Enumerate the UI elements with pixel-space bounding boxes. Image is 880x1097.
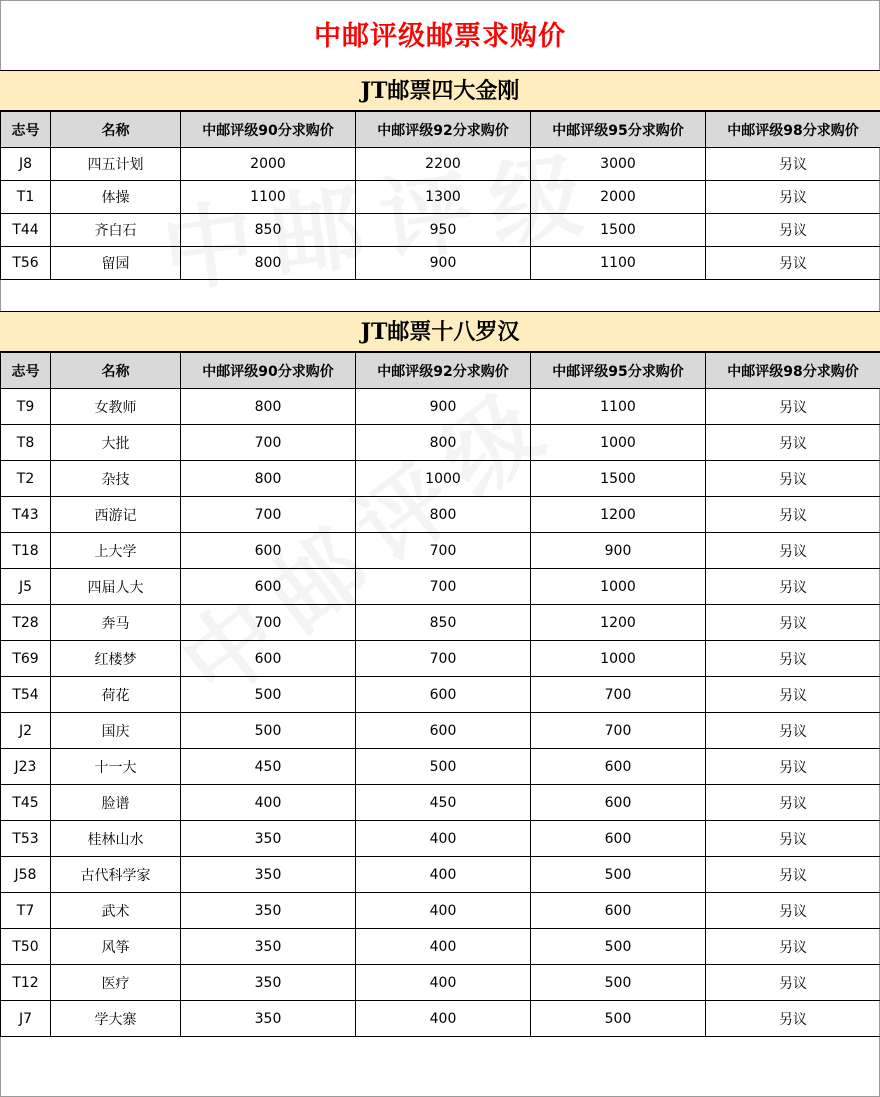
table-cell: 800 [181,389,356,425]
table-cell: J23 [1,749,51,785]
table-cell: 学大寨 [51,1001,181,1037]
table-cell: 另议 [706,214,880,247]
table-cell: 体操 [51,181,181,214]
table-row [1,857,880,893]
table-cell: T44 [1,214,51,247]
table-cell: T12 [1,965,51,1001]
table-cell: 600 [356,677,531,713]
column-header: 志号 [1,353,51,389]
table-cell: 700 [181,425,356,461]
table-cell: T45 [1,785,51,821]
column-header: 中邮评级95分求购价 [531,112,706,148]
table-cell: 900 [356,247,531,280]
table-cell: 荷花 [51,677,181,713]
table-row [1,785,880,821]
table-header-row [1,112,880,148]
table-cell: 600 [531,785,706,821]
table-cell: 700 [181,497,356,533]
table-cell: 700 [531,713,706,749]
table-row [1,497,880,533]
table-cell: 400 [356,929,531,965]
table-cell: 2000 [181,148,356,181]
table-cell: 1500 [531,461,706,497]
table-cell: 800 [181,461,356,497]
table-cell: 古代科学家 [51,857,181,893]
column-header: 名称 [51,353,181,389]
table-cell: 500 [356,749,531,785]
table-cell: 另议 [706,821,880,857]
price-table [0,352,880,1037]
table-cell: 900 [531,533,706,569]
table-cell: 另议 [706,389,880,425]
table-cell: T18 [1,533,51,569]
table-cell: 另议 [706,929,880,965]
table-cell: 大批 [51,425,181,461]
table-cell: 500 [181,713,356,749]
table-cell: 700 [356,569,531,605]
table-cell: 900 [356,389,531,425]
table-cell: 1000 [531,425,706,461]
table-cell: 另议 [706,605,880,641]
page-title: 中邮评级邮票求购价 [314,21,566,52]
table-cell: 600 [181,533,356,569]
table-cell: 另议 [706,461,880,497]
table-row [1,641,880,677]
table-cell: 600 [356,713,531,749]
table-cell: 350 [181,965,356,1001]
table-cell: 另议 [706,749,880,785]
table-cell: 600 [181,569,356,605]
table-cell: 800 [181,247,356,280]
table-cell: 950 [356,214,531,247]
table-cell: 另议 [706,497,880,533]
table-cell: 另议 [706,713,880,749]
column-header: 名称 [51,112,181,148]
table-cell: 400 [181,785,356,821]
table-row [1,713,880,749]
column-header: 中邮评级98分求购价 [706,112,880,148]
table-cell: 另议 [706,641,880,677]
table-cell: T50 [1,929,51,965]
table-row [1,533,880,569]
section-title: JT邮票十八罗汉 [0,311,880,352]
table-cell: 500 [181,677,356,713]
table-cell: 500 [531,857,706,893]
table-cell: 350 [181,857,356,893]
table-cell: 另议 [706,533,880,569]
table-row [1,821,880,857]
table-row [1,214,880,247]
table-cell: 红楼梦 [51,641,181,677]
table-cell: 医疗 [51,965,181,1001]
table-cell: 1300 [356,181,531,214]
table-cell: 武术 [51,893,181,929]
table-cell: 850 [356,605,531,641]
column-header: 中邮评级90分求购价 [181,112,356,148]
column-header: 志号 [1,112,51,148]
table-header-row [1,353,880,389]
table-cell: 十一大 [51,749,181,785]
price-table [0,111,880,280]
table-cell: 另议 [706,181,880,214]
table-cell: 四五计划 [51,148,181,181]
table-row [1,148,880,181]
table-cell: 奔马 [51,605,181,641]
table-row [1,389,880,425]
table-cell: 西游记 [51,497,181,533]
table-cell: 2200 [356,148,531,181]
table-cell: 脸谱 [51,785,181,821]
table-cell: 1500 [531,214,706,247]
table-row [1,965,880,1001]
table-cell: 600 [531,749,706,785]
table-cell: T9 [1,389,51,425]
table-cell: T28 [1,605,51,641]
table-cell: T43 [1,497,51,533]
table-cell: 另议 [706,893,880,929]
table-cell: 600 [181,641,356,677]
table-cell: 3000 [531,148,706,181]
table-cell: 400 [356,893,531,929]
table-cell: 2000 [531,181,706,214]
table-row [1,461,880,497]
table-cell: 600 [531,893,706,929]
table-cell: 上大学 [51,533,181,569]
table-cell: 另议 [706,1001,880,1037]
table-cell: 350 [181,929,356,965]
table-cell: 1000 [356,461,531,497]
table-row [1,677,880,713]
table-cell: 另议 [706,425,880,461]
table-cell: 桂林山水 [51,821,181,857]
table-cell: 另议 [706,965,880,1001]
table-cell: 400 [356,857,531,893]
table-cell: 600 [531,821,706,857]
column-header: 中邮评级90分求购价 [181,353,356,389]
table-cell: 另议 [706,857,880,893]
table-cell: 450 [356,785,531,821]
table-cell: 另议 [706,247,880,280]
table-cell: 350 [181,821,356,857]
table-cell: J5 [1,569,51,605]
table-cell: 700 [181,605,356,641]
table-cell: 400 [356,821,531,857]
table-cell: 1000 [531,641,706,677]
table-cell: 500 [531,929,706,965]
table-cell: 500 [531,1001,706,1037]
table-cell: T53 [1,821,51,857]
table-cell: T1 [1,181,51,214]
table-cell: 1200 [531,605,706,641]
table-cell: 500 [531,965,706,1001]
table-cell: J7 [1,1001,51,1037]
table-cell: 1100 [531,389,706,425]
table-cell: 另议 [706,148,880,181]
table-row [1,929,880,965]
table-cell: T7 [1,893,51,929]
table-cell: 留园 [51,247,181,280]
table-cell: 400 [356,965,531,1001]
table-cell: 700 [531,677,706,713]
table-cell: 700 [356,641,531,677]
table-cell: 800 [356,425,531,461]
table-row [1,425,880,461]
table-cell: J8 [1,148,51,181]
table-cell: 杂技 [51,461,181,497]
table-cell: 800 [356,497,531,533]
table-cell: 1100 [181,181,356,214]
table-cell: 450 [181,749,356,785]
table-cell: 另议 [706,785,880,821]
table-cell: T2 [1,461,51,497]
table-row [1,1001,880,1037]
table-cell: 风筝 [51,929,181,965]
table-row [1,605,880,641]
table-row [1,749,880,785]
table-cell: 700 [356,533,531,569]
table-cell: T8 [1,425,51,461]
table-row [1,247,880,280]
table-cell: T69 [1,641,51,677]
table-cell: 850 [181,214,356,247]
table-cell: T54 [1,677,51,713]
section-title: JT邮票四大金刚 [0,70,880,111]
table-cell: 1100 [531,247,706,280]
table-cell: 四届人大 [51,569,181,605]
table-cell: 国庆 [51,713,181,749]
table-cell: 1000 [531,569,706,605]
table-row [1,893,880,929]
table-cell: 350 [181,893,356,929]
table-cell: 350 [181,1001,356,1037]
table-cell: J2 [1,713,51,749]
table-cell: 1200 [531,497,706,533]
table-cell: T56 [1,247,51,280]
column-header: 中邮评级92分求购价 [356,353,531,389]
table-cell: J58 [1,857,51,893]
table-cell: 女教师 [51,389,181,425]
section-jt-eighteen-arhats [0,311,880,1037]
column-header: 中邮评级92分求购价 [356,112,531,148]
column-header: 中邮评级95分求购价 [531,353,706,389]
table-cell: 400 [356,1001,531,1037]
table-cell: 齐白石 [51,214,181,247]
table-cell: 另议 [706,677,880,713]
column-header: 中邮评级98分求购价 [706,353,880,389]
section-jt-four-kings [0,70,880,280]
table-row [1,181,880,214]
table-row [1,569,880,605]
table-cell: 另议 [706,569,880,605]
